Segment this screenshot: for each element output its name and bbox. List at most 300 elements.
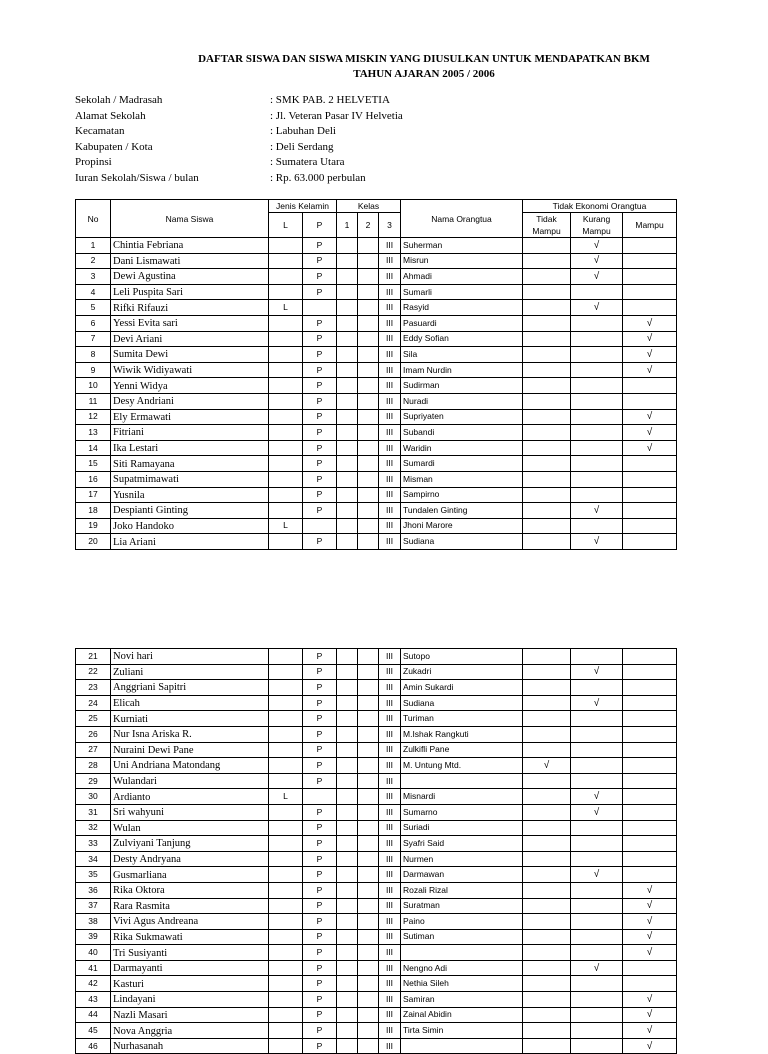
class-1 — [337, 331, 358, 347]
parent-name: Tirta Simin — [401, 1023, 523, 1039]
row-no: 30 — [76, 789, 111, 805]
kurang-mampu-cell: √ — [571, 804, 623, 820]
row-no: 44 — [76, 1007, 111, 1023]
table-row — [76, 1007, 677, 1023]
mampu-cell: √ — [623, 315, 677, 331]
kurang-mampu-cell — [571, 882, 623, 898]
row-no: 19 — [76, 518, 111, 534]
gender-l — [269, 362, 303, 378]
table-row — [76, 789, 677, 805]
class-1 — [337, 649, 358, 665]
tidak-mampu-cell — [523, 425, 571, 441]
class-2 — [358, 456, 379, 472]
row-no: 21 — [76, 649, 111, 665]
class-2 — [358, 649, 379, 665]
class-1 — [337, 347, 358, 363]
student-name: Fitriani — [111, 425, 269, 441]
mampu-cell: √ — [623, 945, 677, 961]
class-3: III — [379, 758, 401, 774]
student-name: Ika Lestari — [111, 440, 269, 456]
gender-l — [269, 711, 303, 727]
student-name: Yenni Widya — [111, 378, 269, 394]
student-name: Leli Puspita Sari — [111, 284, 269, 300]
tidak-mampu-cell — [523, 1007, 571, 1023]
mampu-cell — [623, 789, 677, 805]
student-name: Sri wahyuni — [111, 804, 269, 820]
student-name: Lindayani — [111, 992, 269, 1008]
student-name: Uni Andriana Matondang — [111, 758, 269, 774]
table-row — [76, 960, 677, 976]
kurang-mampu-cell — [571, 362, 623, 378]
parent-name: Nengno Adi — [401, 960, 523, 976]
kurang-mampu-cell: √ — [571, 789, 623, 805]
header-p: P — [303, 213, 337, 238]
header-ekonomi-orangtua: Tidak Ekonomi Orangtua — [523, 200, 677, 213]
row-no: 1 — [76, 238, 111, 254]
parent-name: M. Untung Mtd. — [401, 758, 523, 774]
class-3: III — [379, 378, 401, 394]
student-name: Dewi Agustina — [111, 269, 269, 285]
parent-name: Turiman — [401, 711, 523, 727]
gender-l — [269, 758, 303, 774]
parent-name — [401, 1038, 523, 1054]
gender-p — [303, 300, 337, 316]
kurang-mampu-cell — [571, 1007, 623, 1023]
mampu-cell: √ — [623, 440, 677, 456]
table-row — [76, 680, 677, 696]
row-no: 32 — [76, 820, 111, 836]
table-row — [76, 976, 677, 992]
parent-name: Sumarno — [401, 804, 523, 820]
kurang-mampu-cell — [571, 976, 623, 992]
table-row — [76, 534, 677, 550]
mampu-cell — [623, 269, 677, 285]
gender-l — [269, 1038, 303, 1054]
class-1 — [337, 726, 358, 742]
mampu-cell — [623, 503, 677, 519]
parent-name: Waridin — [401, 440, 523, 456]
class-1 — [337, 362, 358, 378]
class-2 — [358, 711, 379, 727]
student-name: Tri Susiyanti — [111, 945, 269, 961]
parent-name: Ahmadi — [401, 269, 523, 285]
class-2 — [358, 503, 379, 519]
class-2 — [358, 347, 379, 363]
row-no: 9 — [76, 362, 111, 378]
mampu-cell: √ — [623, 914, 677, 930]
student-name: Lia Ariani — [111, 534, 269, 550]
class-1 — [337, 820, 358, 836]
table-row — [76, 347, 677, 363]
gender-p: P — [303, 851, 337, 867]
row-no: 33 — [76, 836, 111, 852]
kurang-mampu-cell — [571, 1038, 623, 1054]
student-name: Gusmarliana — [111, 867, 269, 883]
mampu-cell: √ — [623, 347, 677, 363]
gender-l — [269, 1023, 303, 1039]
info-value: : Rp. 63.000 perbulan — [270, 171, 366, 184]
parent-name: Samiran — [401, 992, 523, 1008]
gender-p: P — [303, 836, 337, 852]
class-1 — [337, 238, 358, 254]
gender-l: L — [269, 789, 303, 805]
info-row-fee — [75, 171, 403, 187]
class-3: III — [379, 992, 401, 1008]
tidak-mampu-cell — [523, 836, 571, 852]
kurang-mampu-cell — [571, 440, 623, 456]
info-row-province — [75, 155, 403, 171]
row-no: 39 — [76, 929, 111, 945]
mampu-cell — [623, 487, 677, 503]
student-name: Ely Ermawati — [111, 409, 269, 425]
tidak-mampu-cell — [523, 804, 571, 820]
mampu-cell — [623, 976, 677, 992]
class-2 — [358, 471, 379, 487]
class-3: III — [379, 711, 401, 727]
row-no: 45 — [76, 1023, 111, 1039]
class-3: III — [379, 726, 401, 742]
student-name: Chintia Febriana — [111, 238, 269, 254]
gender-l — [269, 976, 303, 992]
tidak-mampu-cell — [523, 300, 571, 316]
table-body-part-2 — [76, 649, 677, 1054]
student-name: Nur Isna Ariska R. — [111, 726, 269, 742]
class-3: III — [379, 820, 401, 836]
student-name: Nazli Masari — [111, 1007, 269, 1023]
mampu-cell — [623, 960, 677, 976]
row-no: 28 — [76, 758, 111, 774]
row-no: 31 — [76, 804, 111, 820]
gender-l — [269, 742, 303, 758]
table-row — [76, 867, 677, 883]
class-1 — [337, 664, 358, 680]
class-1 — [337, 1023, 358, 1039]
row-no: 38 — [76, 914, 111, 930]
class-1 — [337, 315, 358, 331]
tidak-mampu-cell — [523, 773, 571, 789]
tidak-mampu-cell — [523, 914, 571, 930]
class-2 — [358, 680, 379, 696]
gender-l — [269, 695, 303, 711]
student-name: Desty Andryana — [111, 851, 269, 867]
student-name: Zuliani — [111, 664, 269, 680]
gender-p: P — [303, 695, 337, 711]
parent-name: Nethia Sileh — [401, 976, 523, 992]
class-3: III — [379, 253, 401, 269]
parent-name: Zukadri — [401, 664, 523, 680]
class-1 — [337, 804, 358, 820]
tidak-mampu-cell — [523, 409, 571, 425]
kurang-mampu-cell — [571, 284, 623, 300]
tidak-mampu-cell — [523, 945, 571, 961]
student-name: Kasturi — [111, 976, 269, 992]
gender-p: P — [303, 378, 337, 394]
class-1 — [337, 1038, 358, 1054]
kurang-mampu-cell — [571, 487, 623, 503]
tidak-mampu-cell — [523, 253, 571, 269]
parent-name: Sudirman — [401, 378, 523, 394]
gender-l — [269, 851, 303, 867]
table-row — [76, 992, 677, 1008]
class-2 — [358, 867, 379, 883]
gender-l — [269, 315, 303, 331]
gender-l — [269, 393, 303, 409]
gender-l — [269, 456, 303, 472]
row-no: 4 — [76, 284, 111, 300]
gender-l — [269, 331, 303, 347]
info-row-regency — [75, 140, 403, 156]
info-label: Iuran Sekolah/Siswa / bulan — [75, 171, 199, 184]
header-nama-orangtua: Nama Orangtua — [401, 200, 523, 238]
tidak-mampu-cell — [523, 649, 571, 665]
gender-l — [269, 347, 303, 363]
class-2 — [358, 378, 379, 394]
mampu-cell — [623, 773, 677, 789]
info-label: Kecamatan — [75, 125, 125, 138]
header-kelas-2: 2 — [358, 213, 379, 238]
row-no: 46 — [76, 1038, 111, 1054]
header-kelas: Kelas — [337, 200, 401, 213]
row-no: 16 — [76, 471, 111, 487]
kurang-mampu-cell — [571, 409, 623, 425]
class-3: III — [379, 664, 401, 680]
kurang-mampu-cell — [571, 471, 623, 487]
class-2 — [358, 393, 379, 409]
class-1 — [337, 851, 358, 867]
gender-l — [269, 945, 303, 961]
class-1 — [337, 929, 358, 945]
gender-l — [269, 960, 303, 976]
row-no: 15 — [76, 456, 111, 472]
row-no: 7 — [76, 331, 111, 347]
class-3: III — [379, 695, 401, 711]
kurang-mampu-cell — [571, 773, 623, 789]
student-name: Rara Rasmita — [111, 898, 269, 914]
class-1 — [337, 393, 358, 409]
parent-name: Tundalen Ginting — [401, 503, 523, 519]
table-row — [76, 362, 677, 378]
row-no: 20 — [76, 534, 111, 550]
student-name: Anggriani Sapitri — [111, 680, 269, 696]
class-2 — [358, 440, 379, 456]
row-no: 12 — [76, 409, 111, 425]
kurang-mampu-cell: √ — [571, 238, 623, 254]
parent-name: Subandi — [401, 425, 523, 441]
tidak-mampu-cell — [523, 789, 571, 805]
mampu-cell: √ — [623, 409, 677, 425]
class-3: III — [379, 315, 401, 331]
gender-l — [269, 503, 303, 519]
parent-name: Misman — [401, 471, 523, 487]
info-label: Propinsi — [75, 156, 112, 169]
gender-l — [269, 992, 303, 1008]
kurang-mampu-cell — [571, 518, 623, 534]
class-2 — [358, 362, 379, 378]
gender-l — [269, 773, 303, 789]
parent-name: Sampirno — [401, 487, 523, 503]
tidak-mampu-cell — [523, 695, 571, 711]
table-row — [76, 820, 677, 836]
gender-l — [269, 471, 303, 487]
kurang-mampu-cell: √ — [571, 534, 623, 550]
tidak-mampu-cell — [523, 378, 571, 394]
mampu-cell — [623, 649, 677, 665]
tidak-mampu-cell — [523, 284, 571, 300]
tidak-mampu-cell — [523, 1023, 571, 1039]
gender-p: P — [303, 409, 337, 425]
mampu-cell: √ — [623, 1038, 677, 1054]
parent-name: Syafri Said — [401, 836, 523, 852]
row-no: 40 — [76, 945, 111, 961]
gender-p: P — [303, 773, 337, 789]
mampu-cell — [623, 742, 677, 758]
row-no: 26 — [76, 726, 111, 742]
header-tidak-mampu: Tidak Mampu — [523, 213, 571, 238]
student-name: Ardianto — [111, 789, 269, 805]
table-row — [76, 649, 677, 665]
mampu-cell: √ — [623, 898, 677, 914]
gender-p: P — [303, 362, 337, 378]
table-row — [76, 425, 677, 441]
class-1 — [337, 742, 358, 758]
mampu-cell — [623, 695, 677, 711]
gender-p: P — [303, 238, 337, 254]
info-label: Alamat Sekolah — [75, 109, 146, 122]
gender-l — [269, 836, 303, 852]
mampu-cell — [623, 867, 677, 883]
class-3: III — [379, 929, 401, 945]
class-2 — [358, 315, 379, 331]
parent-name: Paino — [401, 914, 523, 930]
tidak-mampu-cell — [523, 331, 571, 347]
class-1 — [337, 773, 358, 789]
kurang-mampu-cell: √ — [571, 695, 623, 711]
table-row — [76, 471, 677, 487]
class-2 — [358, 1007, 379, 1023]
student-name: Despianti Ginting — [111, 503, 269, 519]
tidak-mampu-cell — [523, 518, 571, 534]
tidak-mampu-cell — [523, 347, 571, 363]
gender-p: P — [303, 664, 337, 680]
gender-p: P — [303, 253, 337, 269]
gender-p: P — [303, 456, 337, 472]
class-3: III — [379, 773, 401, 789]
class-3: III — [379, 836, 401, 852]
mampu-cell: √ — [623, 1007, 677, 1023]
parent-name: Sutiman — [401, 929, 523, 945]
class-1 — [337, 503, 358, 519]
parent-name: Suratman — [401, 898, 523, 914]
kurang-mampu-cell — [571, 425, 623, 441]
class-3: III — [379, 960, 401, 976]
table-row — [76, 695, 677, 711]
kurang-mampu-cell — [571, 393, 623, 409]
row-no: 10 — [76, 378, 111, 394]
class-2 — [358, 1038, 379, 1054]
class-2 — [358, 300, 379, 316]
table-row — [76, 711, 677, 727]
table-row — [76, 664, 677, 680]
tidak-mampu-cell — [523, 976, 571, 992]
class-2 — [358, 758, 379, 774]
tidak-mampu-cell — [523, 238, 571, 254]
tidak-mampu-cell — [523, 867, 571, 883]
mampu-cell — [623, 300, 677, 316]
table-row — [76, 409, 677, 425]
student-name: Rika Oktora — [111, 882, 269, 898]
class-1 — [337, 898, 358, 914]
header-nama-siswa: Nama Siswa — [111, 200, 269, 238]
gender-p: P — [303, 914, 337, 930]
class-3: III — [379, 898, 401, 914]
class-2 — [358, 1023, 379, 1039]
gender-p: P — [303, 820, 337, 836]
class-1 — [337, 758, 358, 774]
academic-year-title: TAHUN AJARAN 2005 / 2006 — [353, 68, 495, 80]
student-name: Vivi Agus Andreana — [111, 914, 269, 930]
tidak-mampu-cell — [523, 471, 571, 487]
table-row — [76, 300, 677, 316]
info-value: : Jl. Veteran Pasar IV Helvetia — [270, 109, 403, 122]
parent-name — [401, 773, 523, 789]
mampu-cell — [623, 284, 677, 300]
mampu-cell — [623, 534, 677, 550]
gender-p: P — [303, 976, 337, 992]
row-no: 6 — [76, 315, 111, 331]
gender-p: P — [303, 758, 337, 774]
class-2 — [358, 409, 379, 425]
row-no: 11 — [76, 393, 111, 409]
student-name: Devi Ariani — [111, 331, 269, 347]
class-3: III — [379, 976, 401, 992]
gender-p: P — [303, 269, 337, 285]
class-2 — [358, 534, 379, 550]
tidak-mampu-cell — [523, 315, 571, 331]
class-1 — [337, 518, 358, 534]
gender-l — [269, 867, 303, 883]
class-2 — [358, 487, 379, 503]
gender-p: P — [303, 960, 337, 976]
gender-l — [269, 914, 303, 930]
mampu-cell — [623, 711, 677, 727]
tidak-mampu-cell — [523, 960, 571, 976]
kurang-mampu-cell: √ — [571, 664, 623, 680]
gender-p: P — [303, 347, 337, 363]
tidak-mampu-cell — [523, 456, 571, 472]
row-no: 2 — [76, 253, 111, 269]
class-1 — [337, 1007, 358, 1023]
class-2 — [358, 898, 379, 914]
mampu-cell — [623, 471, 677, 487]
class-3: III — [379, 347, 401, 363]
class-3: III — [379, 742, 401, 758]
kurang-mampu-cell — [571, 331, 623, 347]
student-name: Siti Ramayana — [111, 456, 269, 472]
gender-l — [269, 487, 303, 503]
class-1 — [337, 882, 358, 898]
tidak-mampu-cell — [523, 742, 571, 758]
table-row — [76, 726, 677, 742]
class-2 — [358, 742, 379, 758]
gender-p: P — [303, 929, 337, 945]
class-3: III — [379, 393, 401, 409]
parent-name: Zainal Abidin — [401, 1007, 523, 1023]
table-row — [76, 503, 677, 519]
mampu-cell — [623, 726, 677, 742]
class-3: III — [379, 456, 401, 472]
kurang-mampu-cell — [571, 680, 623, 696]
gender-p: P — [303, 726, 337, 742]
